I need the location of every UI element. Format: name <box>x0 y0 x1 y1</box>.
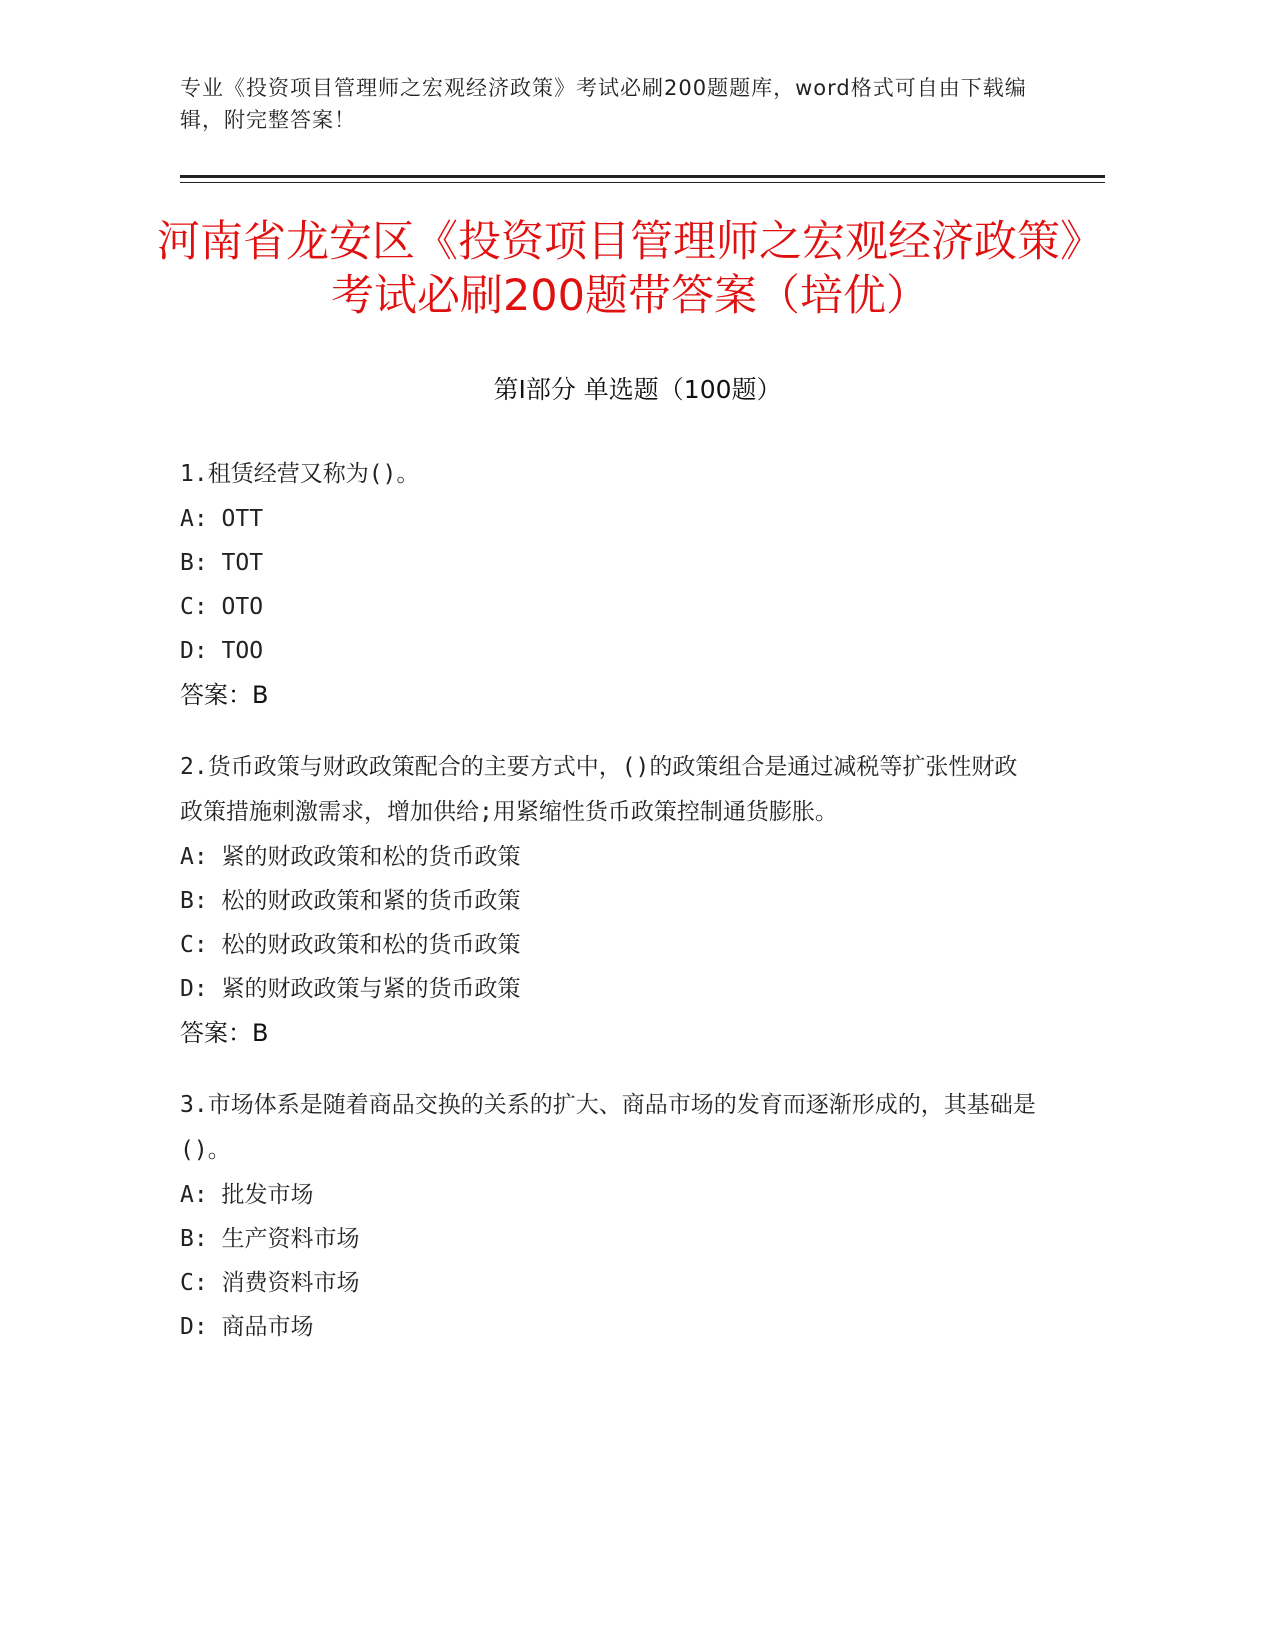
option-a: A: 紧的财政政策和松的货币政策 <box>180 844 521 870</box>
answer: 答案：B <box>180 1019 269 1047</box>
option-c: C: 松的财政政策和松的货币政策 <box>180 932 521 958</box>
question-2 <box>180 745 1040 1055</box>
option-c: C: OTO <box>180 594 264 620</box>
question-1 <box>180 452 1040 717</box>
section-title: 第I部分 单选题（100题） <box>493 375 782 404</box>
header-rule-thick <box>180 175 1105 178</box>
question-3 <box>180 1083 1040 1349</box>
option-b: B: TOT <box>180 550 264 576</box>
question-stem: 1.租赁经营又称为()。 <box>180 461 420 487</box>
option-d: D: 紧的财政政策与紧的货币政策 <box>180 976 521 1002</box>
header-rule-thin <box>180 182 1105 183</box>
question-stem: 3.市场体系是随着商品交换的关系的扩大、商品市场的发育而逐渐形成的，其基础是()。 <box>180 1092 1036 1163</box>
option-a: A: 批发市场 <box>180 1182 314 1208</box>
option-d: D: TOO <box>180 638 264 664</box>
document-title: 河南省龙安区《投资项目管理师之宏观经济政策》考试必刷200题带答案（培优） <box>157 217 1103 321</box>
option-d: D: 商品市场 <box>180 1314 314 1340</box>
option-b: B: 生产资料市场 <box>180 1226 360 1252</box>
option-b: B: 松的财政政策和紧的货币政策 <box>180 888 521 914</box>
header-note: 专业《投资项目管理师之宏观经济政策》考试必刷200题题库，word格式可自由下载编辑，附完整答案！ <box>180 76 1027 132</box>
question-list <box>180 452 1040 1377</box>
option-a: A: OTT <box>180 506 264 532</box>
option-c: C: 消费资料市场 <box>180 1270 360 1296</box>
answer: 答案：B <box>180 681 269 709</box>
question-stem: 2.货币政策与财政政策配合的主要方式中，()的政策组合是通过减税等扩张性财政政策措施刺激需求，增加供给;用紧缩性货币政策控制通货膨胀。 <box>180 754 1018 825</box>
